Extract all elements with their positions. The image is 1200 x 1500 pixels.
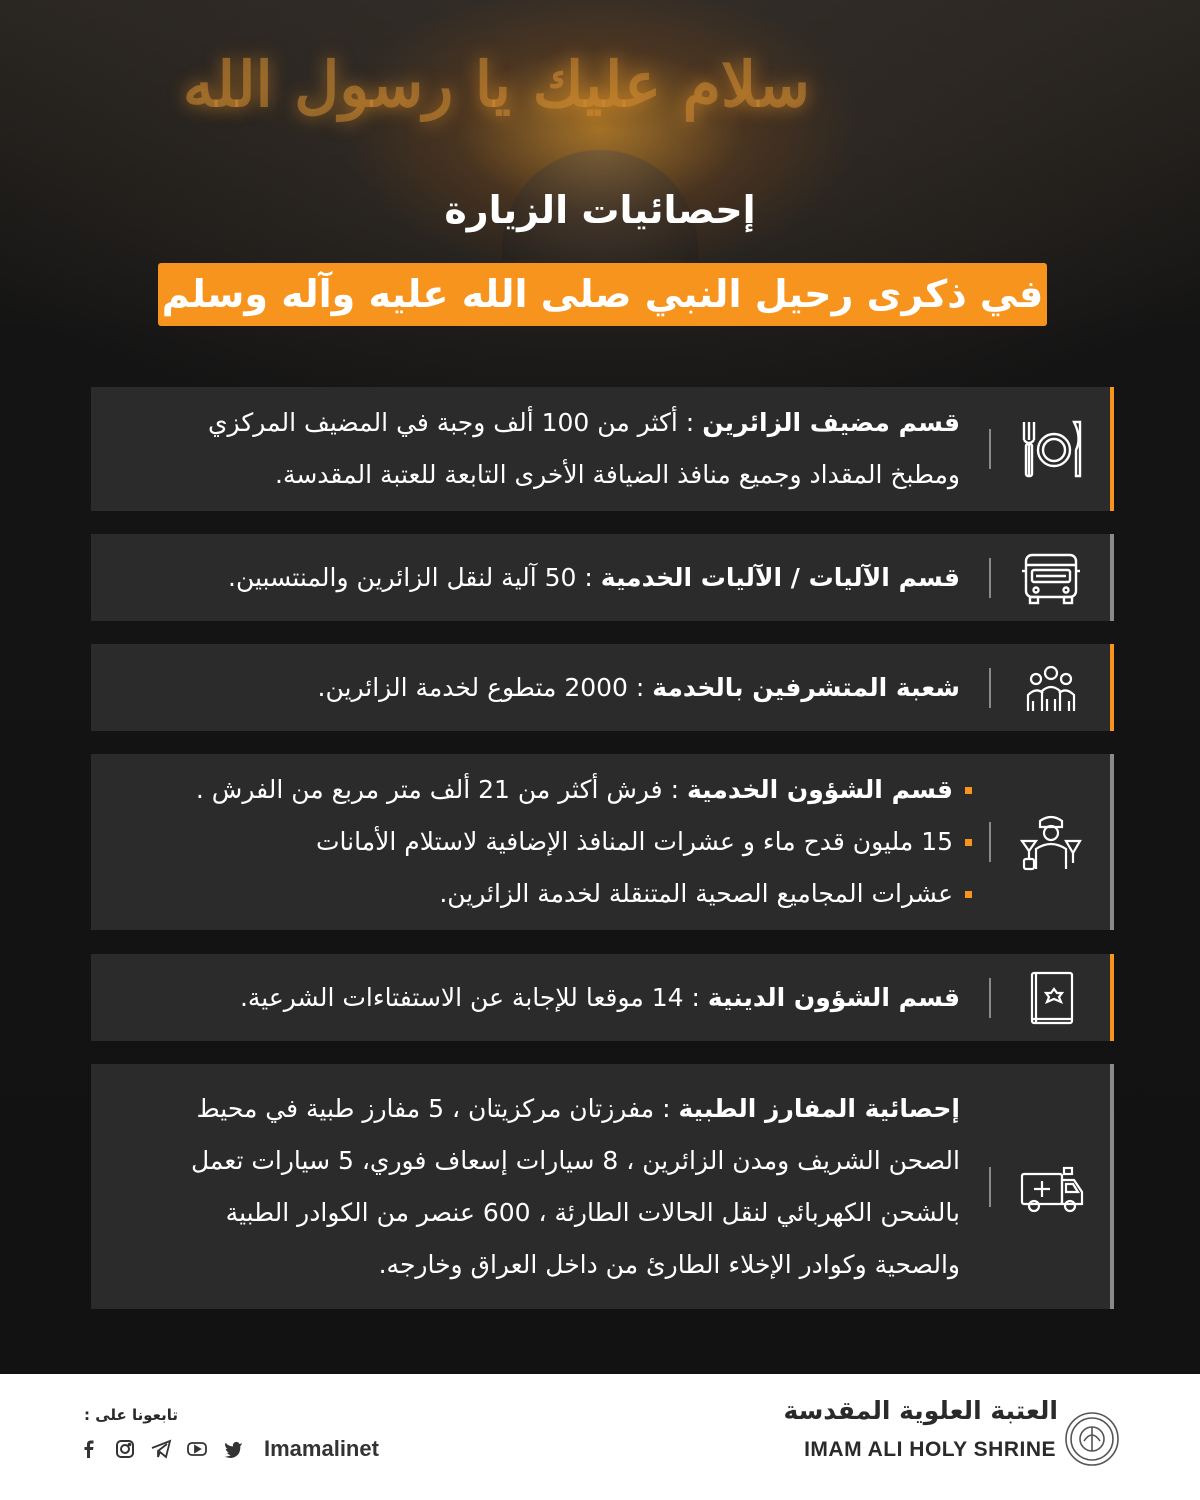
stat-card-volunteers: [91, 644, 1114, 731]
brand-name-english: IMAM ALI HOLY SHRINE: [804, 1438, 1056, 1461]
card-heading: قسم الشؤون الدينية: [707, 982, 960, 1012]
card-separator: :: [683, 982, 708, 1012]
ambulance-icon: [1016, 1152, 1086, 1222]
bullet-icon: [965, 891, 972, 898]
card-divider: [989, 558, 991, 598]
card-divider: [989, 429, 991, 469]
card-text: [121, 644, 960, 731]
service-worker-icon: [1016, 807, 1086, 877]
twitter-icon[interactable]: [222, 1438, 244, 1460]
follow-us-label: تابعونا على :: [84, 1406, 179, 1424]
card-line: والصحية وكوادر الإخلاء الطارئ من داخل العراق وخارجه.: [378, 1249, 960, 1279]
brand-name-arabic: العتبة العلوية المقدسة: [783, 1396, 1058, 1425]
footer: [0, 1374, 1200, 1500]
card-line: 15 مليون قدح ماء و عشرات المنافذ الإضافية لاستلام الأمانات: [315, 827, 953, 856]
bus-icon: [1016, 543, 1086, 613]
calligraphy-banner: سلام عليك يا رسول الله: [182, 48, 810, 121]
volunteers-icon: [1016, 653, 1086, 723]
card-divider: [989, 822, 991, 862]
card-accent-bar: [1110, 534, 1114, 621]
card-heading: قسم الآليات / الآليات الخدمية: [600, 562, 960, 592]
card-heading: شعبة المتشرفين بالخدمة: [652, 672, 960, 702]
bullet-item: [121, 816, 972, 868]
card-divider: [989, 1167, 991, 1207]
card-text: [121, 534, 960, 621]
card-text: [121, 954, 960, 1041]
bullet-icon: [965, 839, 972, 846]
telegram-icon[interactable]: [150, 1438, 172, 1460]
page-subtitle: في ذكرى رحيل النبي صلى الله عليه وآله وسلم: [158, 263, 1047, 326]
card-text: [121, 754, 972, 930]
card-line: 50 آلية لنقل الزائرين والمنتسبين.: [228, 562, 577, 592]
youtube-icon[interactable]: [186, 1438, 208, 1460]
stat-card-medical: [91, 1064, 1114, 1309]
card-accent-bar: [1110, 644, 1114, 731]
stat-card-vehicles: [91, 534, 1114, 621]
card-line: ومطبخ المقداد وجميع منافذ الضيافة الأخرى التابعة للعتبة المقدسة.: [275, 460, 960, 489]
card-line: فرش أكثر من 21 ألف متر مربع من الفرش .: [195, 775, 663, 804]
card-accent-bar: [1110, 754, 1114, 930]
card-text: [121, 1064, 960, 1309]
card-line: مفرزتان مركزيتان ، 5 مفارز طبية في محيط: [196, 1093, 655, 1123]
card-line: أكثر من 100 ألف وجبة في المضيف المركزي: [207, 408, 678, 437]
page-title: إحصائيات الزيارة: [444, 188, 756, 232]
stat-card-religious: [91, 954, 1114, 1041]
facebook-icon[interactable]: [78, 1438, 100, 1460]
quran-book-icon: [1016, 963, 1086, 1033]
card-separator: :: [677, 408, 703, 437]
bullet-item: [121, 868, 972, 920]
bullet-item: [121, 764, 972, 816]
card-line: 2000 متطوع لخدمة الزائرين.: [317, 672, 628, 702]
card-line: بالشحن الكهربائي لنقل الحالات الطارئة ، 600 عنصر من الكوادر الطبية: [225, 1197, 960, 1227]
dining-icon: [1016, 414, 1086, 484]
social-links: [78, 1438, 244, 1460]
card-line: 14 موقعا للإجابة عن الاستفتاءات الشرعية.: [239, 982, 684, 1012]
card-heading: قسم مضيف الزائرين: [702, 408, 960, 437]
card-accent-bar: [1110, 1064, 1114, 1309]
card-heading: إحصائية المفارز الطبية: [678, 1093, 960, 1123]
bullet-icon: [965, 787, 972, 794]
card-line: الصحن الشريف ومدن الزائرين ، 8 سيارات إسعاف فوري، 5 سيارات تعمل: [191, 1145, 960, 1175]
social-handle[interactable]: Imamalinet: [264, 1436, 379, 1461]
card-heading: قسم الشؤون الخدمية: [686, 775, 953, 804]
instagram-icon[interactable]: [114, 1438, 136, 1460]
card-separator: :: [627, 672, 653, 702]
card-separator: :: [576, 562, 601, 592]
card-separator: :: [662, 775, 687, 804]
stat-card-guest-house: [91, 387, 1114, 511]
card-line: عشرات المجاميع الصحية المتنقلة لخدمة الزائرين.: [439, 879, 953, 908]
stat-card-services: [91, 754, 1114, 930]
card-divider: [989, 978, 991, 1018]
card-separator: :: [654, 1093, 679, 1123]
card-accent-bar: [1110, 387, 1114, 511]
card-accent-bar: [1110, 954, 1114, 1041]
card-text: [121, 387, 960, 511]
shrine-seal-logo: [1064, 1411, 1120, 1467]
card-divider: [989, 668, 991, 708]
